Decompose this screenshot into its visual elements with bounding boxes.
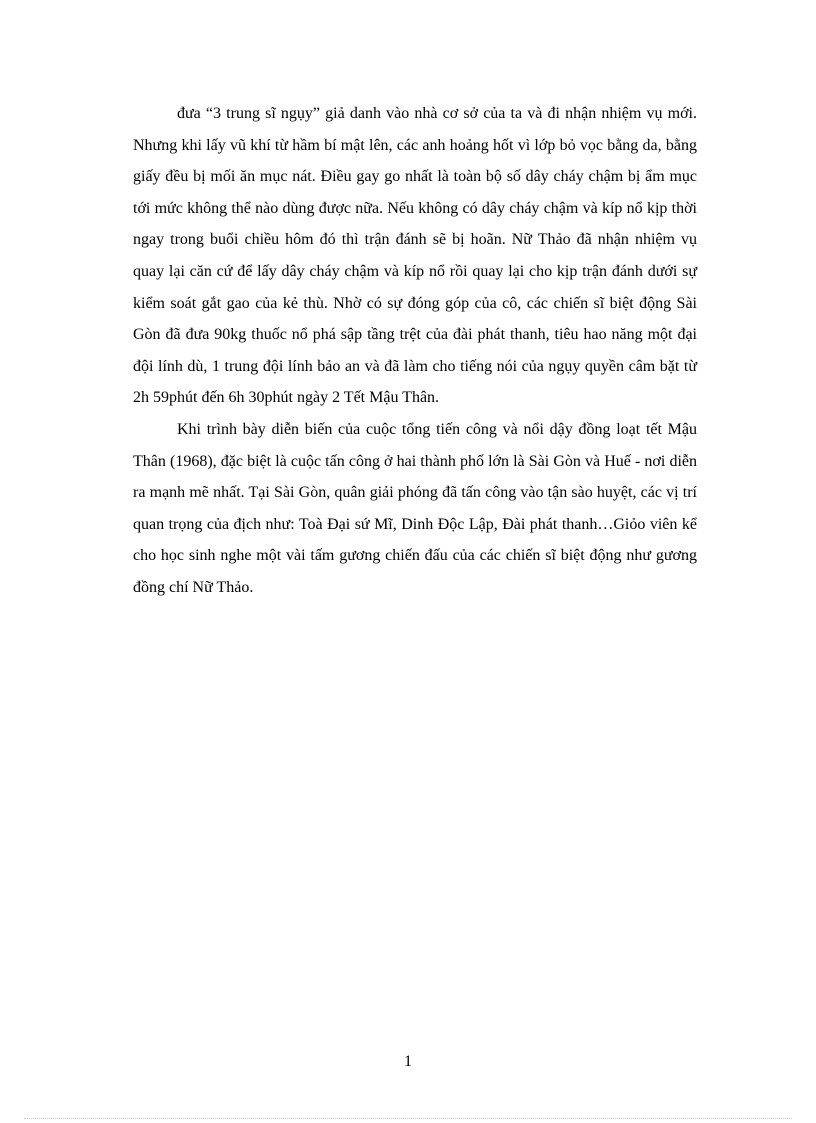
page-number: 1 (404, 1053, 412, 1070)
paragraph-1: đưa “3 trung sĩ ngụy” giả danh vào nhà cơ sở của ta và đi nhận nhiệm vụ mới. Nhưng khi lấy vũ khí từ hầm bí mật lên, các anh hoảng hốt vì lớp bỏ vọc bằng da, bằng giấy đều bị mối ăn mục nát. Điều gay go nhất là toàn bộ số dây cháy chậm bị ẩm mục tới mức không thể nào dùng được nữa. Nếu không có dây cháy chậm và kíp nổ kịp thời ngay trong buổi chiều hôm đó thì trận đánh sẽ bị hoãn. Nữ Thảo đã nhận nhiệm vụ quay lại căn cứ để lấy dây cháy chậm và kíp nổ rồi quay lại cho kịp trận đánh dưới sự kiểm soát gắt gao của kẻ thù. Nhờ có sự đóng góp của cô, các chiến sĩ biệt động Sài Gòn đã đưa 90kg thuốc nổ phá sập tầng trệt của đài phát thanh, tiêu hao năng một đại đội lính dù, 1 trung đội lính bảo an và đã làm cho tiếng nói của ngụy quyền câm bặt từ 2h 59phút đến 6h 30phút ngày 2 Tết Mậu Thân. (133, 105, 697, 407)
body-text (133, 98, 697, 604)
paragraph-2: Khi trình bày diễn biến của cuộc tổng tiến công và nổi dậy đồng loạt tết Mậu Thân (1968), đặc biệt là cuộc tấn công ở hai thành phố lớn là Sài Gòn và Huế - nơi diễn ra mạnh mẽ nhất. Tại Sài Gòn, quân giải phóng đã tấn công vào tận sào huyệt, các vị trí quan trọng của địch như: Toà Đại sứ Mĩ, Dinh Độc Lập, Đài phát thanh…Giỏo viên kể cho học sinh nghe một vài tấm gương chiến đấu của các chiến sĩ biệt động như gương đồng chí Nữ Thảo. (133, 420, 697, 596)
page-bottom-divider (24, 1118, 792, 1119)
